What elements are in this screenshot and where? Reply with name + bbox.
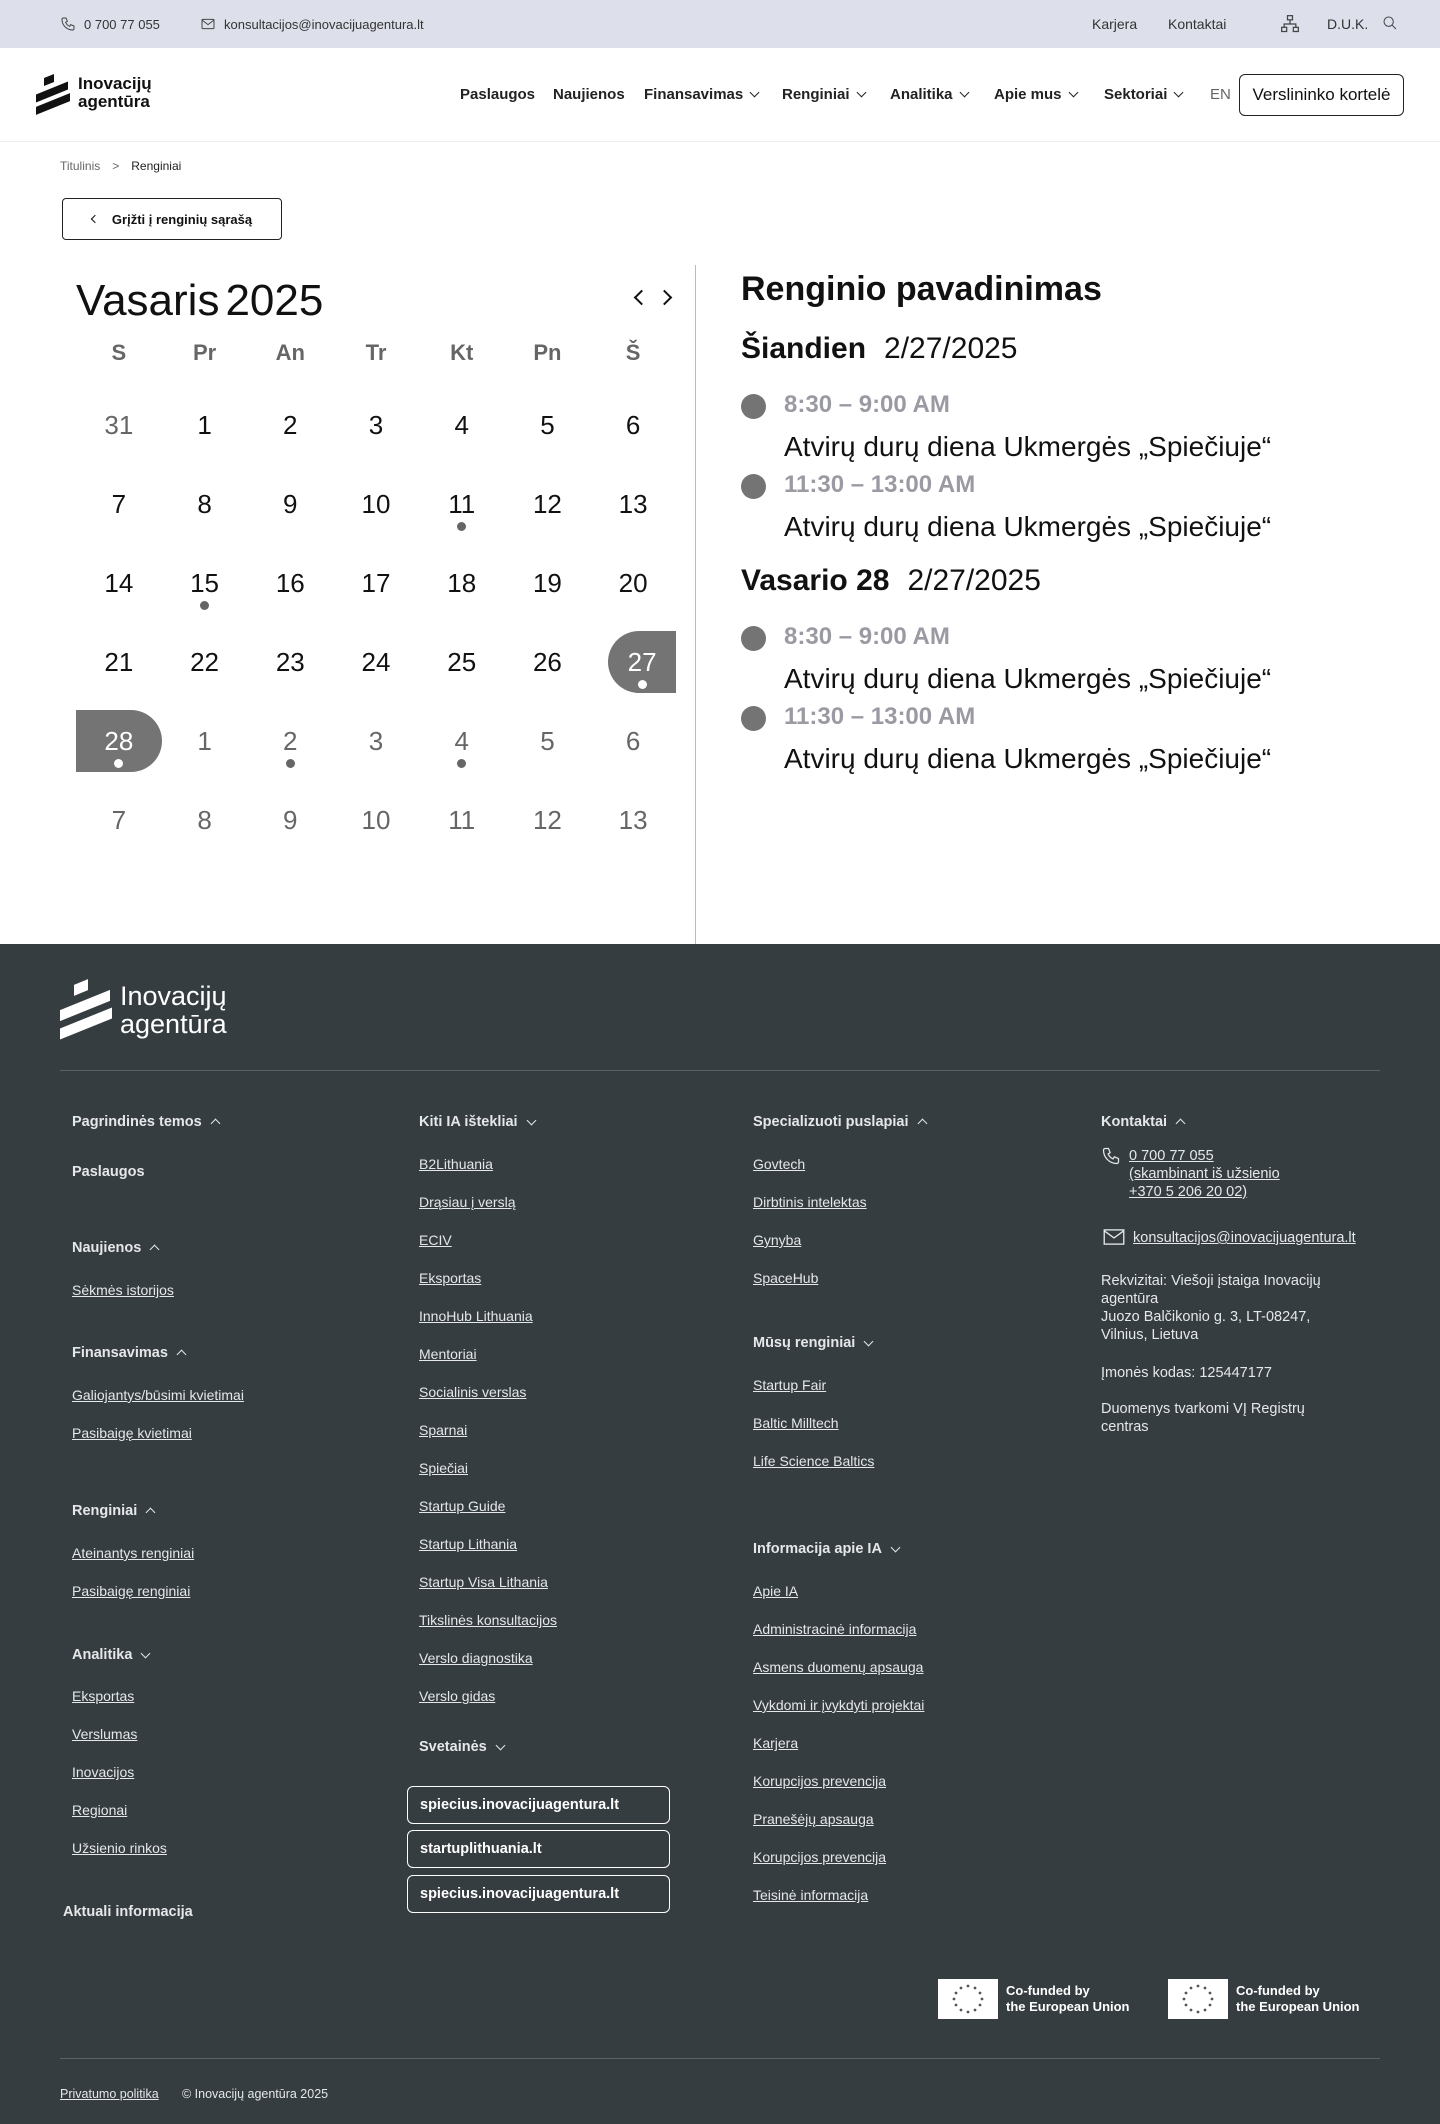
- calendar-day[interactable]: [247, 710, 333, 772]
- footer-link[interactable]: Startup Guide: [419, 1498, 506, 1514]
- footer-registry: Duomenys tvarkomi VĮ Registrų centras: [1101, 1401, 1305, 1435]
- calendar-day-number: 9: [283, 804, 298, 835]
- calendar-day[interactable]: [247, 552, 333, 614]
- calendar-day[interactable]: [505, 394, 591, 456]
- footer-link[interactable]: Asmens duomenų apsauga: [753, 1659, 924, 1675]
- calendar-day-number: 6: [625, 725, 641, 756]
- footer-contacts-label: Kontaktai: [1101, 1114, 1168, 1130]
- breadcrumb-home[interactable]: Titulinis: [60, 159, 101, 173]
- calendar-day[interactable]: [505, 789, 591, 851]
- site-footer: [0, 944, 1440, 2124]
- eu-cofunded-badge: [1168, 1979, 1360, 2019]
- footer-our-events-label: Mūsų renginiai: [753, 1335, 856, 1351]
- footer-link[interactable]: Govtech: [753, 1156, 806, 1172]
- nav-item-services[interactable]: Paslaugos: [460, 86, 536, 103]
- calendar-grid: [76, 340, 676, 864]
- calendar-day[interactable]: [505, 552, 591, 614]
- privacy-policy-link[interactable]: Privatumo politika: [60, 2087, 159, 2101]
- calendar-day[interactable]: [590, 394, 676, 456]
- calendar-day-number: 22: [190, 646, 220, 677]
- phone-icon: [1101, 1146, 1121, 1166]
- calendar-day[interactable]: [162, 394, 248, 456]
- calendar-day[interactable]: [505, 710, 591, 772]
- main-nav: [460, 86, 535, 103]
- topbar-email[interactable]: [200, 16, 424, 32]
- nav-item-funding[interactable]: [644, 86, 758, 103]
- chevron-down-icon: [750, 88, 760, 98]
- event-dot-icon: [114, 759, 123, 768]
- event-name: Atvirų durų diena Ukmergės „Spiečiuje“: [784, 743, 1272, 774]
- footer-link[interactable]: Teisinė informacija: [753, 1887, 869, 1903]
- footer-link[interactable]: SpaceHub: [753, 1270, 819, 1286]
- event-dot-icon: [457, 522, 466, 531]
- nav-item-events[interactable]: [782, 86, 865, 103]
- chevron-up-icon: [210, 1119, 220, 1129]
- calendar-day[interactable]: [333, 394, 419, 456]
- topbar-email-text: konsultacijos@inovacijuagentura.lt: [224, 16, 424, 32]
- calendar-day[interactable]: [419, 394, 505, 456]
- event-dot-icon: [457, 759, 466, 768]
- footer-link[interactable]: Pranešėjų apsauga: [753, 1811, 874, 1827]
- nav-item-sectors[interactable]: [1104, 86, 1182, 103]
- calendar-day-selected[interactable]: [76, 710, 162, 772]
- event-bullet-icon: [741, 474, 766, 499]
- calendar-day-number: 31: [104, 409, 134, 440]
- event-day-date: 2/27/2025: [907, 564, 1041, 597]
- calendar-day[interactable]: [333, 552, 419, 614]
- footer-events-label: Renginiai: [72, 1503, 138, 1519]
- calendar-day[interactable]: [247, 394, 333, 456]
- eu-text-2: the European Union: [1006, 1999, 1130, 2014]
- nav-item-about[interactable]: [994, 86, 1077, 103]
- footer-link[interactable]: Korupcijos prevencija: [753, 1773, 887, 1789]
- footer-link[interactable]: Administracinė informacija: [753, 1621, 917, 1637]
- calendar-day-number: 14: [104, 567, 134, 598]
- calendar-day-number: 27: [627, 646, 657, 677]
- eu-text-1: Co-funded by: [1006, 1983, 1090, 1998]
- footer-news[interactable]: [72, 1240, 158, 1256]
- calendar-day-number: 12: [532, 804, 562, 835]
- mail-icon: [1103, 1229, 1125, 1245]
- calendar-day-number: 6: [625, 409, 641, 440]
- footer-news-label: Naujienos: [72, 1240, 142, 1256]
- calendar-day[interactable]: [419, 552, 505, 614]
- nav-item-news[interactable]: Naujienos: [553, 86, 625, 103]
- calendar-day[interactable]: [419, 473, 505, 535]
- event-title: Renginio pavadinimas: [741, 270, 1102, 308]
- calendar-day-number: 5: [540, 409, 555, 440]
- weekday-label: An: [275, 340, 305, 365]
- calendar-day[interactable]: [590, 710, 676, 772]
- chevron-up-icon: [150, 1245, 160, 1255]
- calendar-day-number: 5: [540, 725, 555, 756]
- footer-sites[interactable]: [419, 1739, 504, 1755]
- phone-icon: [60, 16, 76, 32]
- footer-link[interactable]: Sparnai: [419, 1422, 468, 1438]
- footer-link[interactable]: Tikslinės konsultacijos: [419, 1612, 557, 1628]
- footer-analytics[interactable]: [72, 1647, 149, 1663]
- weekday-label: Kt: [450, 340, 474, 365]
- calendar-day-number: 26: [532, 646, 562, 677]
- footer-link[interactable]: Baltic Milltech: [753, 1415, 839, 1431]
- footer-events[interactable]: [72, 1503, 154, 1519]
- topbar-link-contacts[interactable]: Kontaktai: [1168, 16, 1227, 32]
- footer-link[interactable]: Sėkmės istorijos: [72, 1282, 174, 1298]
- calendar-day-number: 7: [111, 488, 127, 519]
- weekday-label: Pn: [533, 340, 562, 365]
- next-month-icon[interactable]: [657, 290, 673, 306]
- event-name: Atvirų durų diena Ukmergės „Spiečiuje“: [784, 663, 1272, 694]
- footer-main-topics[interactable]: [72, 1114, 219, 1130]
- site-link-button[interactable]: spiecius.inovacijuagentura.lt: [407, 1875, 670, 1913]
- chevron-up-icon: [146, 1508, 156, 1518]
- footer-link[interactable]: Verslumas: [72, 1726, 138, 1742]
- footer-link[interactable]: Ateinantys renginiai: [72, 1545, 195, 1561]
- footer-specialized-label: Specializuoti puslapiai: [753, 1114, 909, 1130]
- footer-link[interactable]: B2Lithuania: [419, 1156, 493, 1172]
- topbar-faq[interactable]: D.U.K.: [1327, 16, 1369, 32]
- event-bullet-icon: [741, 626, 766, 651]
- footer-brand-line-1: Inovacijų: [120, 980, 227, 1011]
- calendar-day[interactable]: [590, 473, 676, 535]
- event-bullet-icon: [741, 706, 766, 731]
- footer-link[interactable]: Užsienio rinkos: [72, 1840, 167, 1856]
- weekday-label: Š: [625, 340, 641, 365]
- calendar-day[interactable]: [76, 473, 162, 535]
- mail-icon: [200, 16, 216, 32]
- footer-requisites: Rekvizitai: Viešoji įstaiga Inovacijų agentūra: [1101, 1273, 1321, 1307]
- footer-phone-note: (skambinant iš užsienio: [1129, 1166, 1280, 1182]
- main-header: [0, 48, 1440, 142]
- footer-company-code: Įmonės kodas: 125447177: [1101, 1365, 1272, 1381]
- calendar-day-number: 17: [361, 567, 391, 598]
- footer-sites-label: Svetainės: [419, 1739, 487, 1755]
- chevron-up-icon: [1176, 1119, 1186, 1129]
- footer-link[interactable]: Pasibaigę renginiai: [72, 1583, 191, 1599]
- nav-item-analytics[interactable]: [890, 86, 968, 103]
- calendar-day-number: 3: [368, 725, 384, 756]
- divider: [695, 265, 696, 945]
- chevron-down-icon: [856, 88, 866, 98]
- logo-mark-icon: [60, 978, 114, 1042]
- calendar-day-number: 25: [447, 646, 477, 677]
- footer-email[interactable]: konsultacijos@inovacijuagentura.lt: [1133, 1230, 1356, 1246]
- chevron-down-icon: [890, 1542, 900, 1552]
- calendar-day-number: 15: [190, 567, 220, 598]
- brand-logo[interactable]: [36, 72, 152, 114]
- event-dot-icon: [638, 680, 647, 689]
- calendar-day[interactable]: [76, 552, 162, 614]
- footer-link[interactable]: Socialinis verslas: [419, 1384, 527, 1400]
- calendar-day-number: 2: [283, 725, 298, 756]
- chevron-up-icon: [917, 1119, 927, 1129]
- calendar-title: [76, 276, 323, 326]
- calendar-day-number: 11: [448, 488, 476, 519]
- calendar-day-number: 18: [447, 567, 477, 598]
- footer-link[interactable]: Eksportas: [72, 1688, 135, 1704]
- event-bullet-icon: [741, 394, 766, 419]
- calendar-day[interactable]: [333, 789, 419, 851]
- calendar-day[interactable]: [247, 789, 333, 851]
- topbar-link-career[interactable]: Karjera: [1092, 16, 1138, 32]
- back-to-events-button[interactable]: [62, 198, 282, 240]
- event-dot-icon: [286, 759, 295, 768]
- calendar-day[interactable]: [162, 552, 248, 614]
- calendar-day-number: 9: [283, 488, 298, 519]
- calendar-week: [76, 469, 676, 548]
- footer-funding[interactable]: [72, 1345, 185, 1361]
- footer-link[interactable]: Drąsiau į verslą: [419, 1194, 516, 1210]
- chevron-left-icon: [91, 215, 99, 223]
- footer-link[interactable]: Galiojantys/būsimi kvietimai: [72, 1387, 244, 1403]
- calendar-day-number: 13: [618, 488, 648, 519]
- calendar-day[interactable]: [419, 789, 505, 851]
- nav-item-sectors-label: Sektoriai: [1104, 86, 1168, 103]
- calendar-day-number: 1: [197, 725, 212, 756]
- calendar-day-number: 8: [197, 488, 212, 519]
- footer-link[interactable]: Dirbtinis intelektas: [753, 1194, 867, 1210]
- chevron-down-icon: [495, 1740, 505, 1750]
- calendar-month: Vasaris: [76, 276, 220, 325]
- footer-link[interactable]: Karjera: [753, 1735, 799, 1751]
- footer-about-label: Informacija apie IA: [753, 1541, 882, 1557]
- footer-our-events[interactable]: [753, 1335, 872, 1351]
- footer-specialized-pages[interactable]: [753, 1114, 926, 1130]
- language-switch[interactable]: EN: [1210, 86, 1231, 103]
- calendar-week: [76, 706, 676, 785]
- weekday-label: Tr: [365, 340, 387, 365]
- calendar-day-number: 19: [532, 567, 562, 598]
- footer-divider: [60, 1070, 1380, 1071]
- chevron-down-icon: [141, 1648, 151, 1658]
- footer-link[interactable]: Korupcijos prevencija: [753, 1849, 887, 1865]
- footer-link[interactable]: Life Science Baltics: [753, 1453, 875, 1469]
- calendar-day-number: 20: [618, 567, 648, 598]
- eu-text-1: Co-funded by: [1236, 1983, 1320, 1998]
- calendar-day[interactable]: [505, 473, 591, 535]
- calendar-week: [76, 627, 676, 706]
- calendar-day-number: 11: [448, 804, 476, 835]
- chevron-up-icon: [176, 1350, 186, 1360]
- calendar-navigation: [636, 292, 670, 303]
- footer-link[interactable]: InnoHub Lithuania: [419, 1308, 533, 1324]
- chevron-down-icon: [1068, 88, 1078, 98]
- calendar-day-number: 16: [275, 567, 305, 598]
- footer-address: Juozo Balčikonio g. 3, LT-08247, Vilnius, Lietuva: [1101, 1309, 1311, 1343]
- footer-link[interactable]: Spiečiai: [419, 1460, 469, 1476]
- calendar-day-number: 21: [104, 646, 134, 677]
- footer-link[interactable]: Inovacijos: [72, 1764, 135, 1780]
- event-day-date: 2/27/2025: [884, 332, 1018, 365]
- logo-mark-icon: [36, 72, 72, 114]
- footer-phone-number: 0 700 77 055: [1129, 1148, 1214, 1164]
- calendar-day[interactable]: [247, 631, 333, 693]
- topbar-phone[interactable]: [60, 16, 160, 32]
- calendar-day-selected[interactable]: [608, 631, 676, 693]
- calendar-day-number: 23: [275, 646, 305, 677]
- footer-about[interactable]: [753, 1541, 899, 1557]
- topbar-phone-text: 0 700 77 055: [84, 16, 160, 32]
- eu-flag-icon: [938, 1979, 998, 2019]
- event-name: Atvirų durų diena Ukmergės „Spiečiuje“: [784, 431, 1272, 462]
- event-name: Atvirų durų diena Ukmergės „Spiečiuje“: [784, 511, 1272, 542]
- calendar-day-number: 10: [361, 804, 391, 835]
- breadcrumb-current: Renginiai: [131, 159, 182, 173]
- calendar-day[interactable]: [162, 710, 248, 772]
- calendar-day[interactable]: [333, 710, 419, 772]
- copyright: © Inovacijų agentūra 2025: [182, 2087, 329, 2101]
- footer-link[interactable]: Verslo gidas: [419, 1688, 496, 1704]
- footer-link[interactable]: Verslo diagnostika: [419, 1650, 533, 1666]
- nav-item-analytics-label: Analitika: [890, 86, 953, 103]
- calendar-day[interactable]: [590, 552, 676, 614]
- calendar-day-number: 13: [618, 804, 648, 835]
- footer-divider: [60, 2058, 1380, 2059]
- business-card-button[interactable]: Verslininko kortelė: [1239, 74, 1404, 116]
- footer-contacts[interactable]: [1101, 1114, 1184, 1130]
- chevron-down-icon: [526, 1115, 536, 1125]
- footer-main-topics-label: Pagrindinės temos: [72, 1114, 202, 1130]
- breadcrumb-separator: >: [112, 159, 120, 173]
- chevron-down-icon: [1174, 88, 1184, 98]
- calendar-day[interactable]: [419, 631, 505, 693]
- event-time: 8:30 – 9:00 AM: [784, 391, 950, 418]
- calendar-day-number: 4: [454, 725, 469, 756]
- footer-other-resources[interactable]: [419, 1114, 535, 1130]
- event-day-heading: [741, 332, 1018, 366]
- footer-link[interactable]: Vykdomi ir įvykdyti projektai: [753, 1697, 925, 1713]
- calendar-day-number: 24: [361, 646, 391, 677]
- calendar-day[interactable]: [76, 789, 162, 851]
- event-day-heading: [741, 564, 1041, 598]
- calendar-day[interactable]: [162, 473, 248, 535]
- footer-analytics-label: Analitika: [72, 1647, 133, 1663]
- event-day-label: Vasario 28: [741, 564, 890, 597]
- breadcrumb: [60, 159, 181, 173]
- chevron-down-icon: [959, 88, 969, 98]
- sitemap-icon[interactable]: [1280, 14, 1300, 34]
- calendar-day-number: 3: [368, 409, 384, 440]
- calendar-year: 2025: [225, 276, 324, 325]
- calendar-day-number: 8: [197, 804, 212, 835]
- calendar-day-number: 2: [283, 409, 298, 440]
- calendar-day[interactable]: [505, 631, 591, 693]
- calendar-day-number: 1: [197, 409, 212, 440]
- back-button-label: Grįžti į renginių sąrašą: [111, 211, 253, 227]
- footer-link[interactable]: Pasibaigę kvietimai: [72, 1425, 192, 1441]
- footer-link[interactable]: Mentoriai: [419, 1346, 477, 1362]
- search-icon[interactable]: [1382, 15, 1398, 31]
- chevron-down-icon: [864, 1336, 874, 1346]
- footer-link[interactable]: Gynyba: [753, 1232, 802, 1248]
- calendar-day[interactable]: [76, 394, 162, 456]
- brand-line-2: agentūra: [78, 92, 150, 111]
- footer-other-resources-label: Kiti IA ištekliai: [419, 1114, 518, 1130]
- brand-line-1: Inovacijų: [78, 74, 152, 94]
- nav-item-about-label: Apie mus: [994, 86, 1062, 103]
- calendar-day[interactable]: [162, 789, 248, 851]
- eu-flag-icon: [1168, 1979, 1228, 2019]
- footer-funding-label: Finansavimas: [72, 1345, 168, 1361]
- prev-month-icon[interactable]: [634, 290, 650, 306]
- footer-brand-line-2: agentūra: [120, 1009, 227, 1039]
- footer-link[interactable]: Startup Visa Lithania: [419, 1574, 548, 1590]
- event-time: 11:30 – 13:00 AM: [784, 471, 976, 498]
- calendar-day[interactable]: [76, 631, 162, 693]
- footer-link-services[interactable]: Paslaugos: [72, 1164, 145, 1180]
- footer-link[interactable]: Startup Lithania: [419, 1536, 518, 1552]
- calendar-week: [76, 390, 676, 469]
- footer-link[interactable]: ECIV: [419, 1232, 452, 1248]
- calendar-day-number: 4: [454, 409, 469, 440]
- nav-item-events-label: Renginiai: [782, 86, 850, 103]
- calendar-day-number: 7: [111, 804, 127, 835]
- event-time: 8:30 – 9:00 AM: [784, 623, 950, 650]
- footer-link[interactable]: Apie IA: [753, 1583, 799, 1599]
- site-link-button[interactable]: spiecius.inovacijuagentura.lt: [407, 1786, 670, 1824]
- weekday-label: S: [111, 340, 127, 365]
- calendar-day-number: 12: [532, 488, 562, 519]
- calendar-day[interactable]: [247, 473, 333, 535]
- calendar-day-number: 28: [104, 725, 134, 756]
- calendar-weekdays: [76, 340, 676, 390]
- event-day-label: Šiandien: [741, 332, 867, 365]
- calendar-day[interactable]: [162, 631, 248, 693]
- eu-cofunded-badge: [938, 1979, 1130, 2019]
- event-dot-icon: [200, 601, 209, 610]
- calendar-day[interactable]: [590, 789, 676, 851]
- footer-logo[interactable]: [60, 978, 227, 1042]
- nav-item-funding-label: Finansavimas: [644, 86, 744, 103]
- calendar-week: [76, 785, 676, 864]
- eu-text-2: the European Union: [1236, 1999, 1360, 2014]
- site-link-button[interactable]: startuplithuania.lt: [407, 1830, 670, 1868]
- footer-link[interactable]: Startup Fair: [753, 1377, 827, 1393]
- calendar-day[interactable]: [333, 473, 419, 535]
- weekday-label: Pr: [192, 340, 217, 365]
- footer-current-info[interactable]: Aktuali informacija: [63, 1904, 193, 1920]
- calendar-week: [76, 548, 676, 627]
- top-bar: [0, 0, 1440, 48]
- calendar-day-number: 10: [361, 488, 391, 519]
- calendar-day[interactable]: [333, 631, 419, 693]
- footer-link[interactable]: Regionai: [72, 1802, 128, 1818]
- footer-phone-intl: +370 5 206 20 02): [1129, 1184, 1248, 1200]
- calendar-day[interactable]: [419, 710, 505, 772]
- footer-link[interactable]: Eksportas: [419, 1270, 482, 1286]
- footer-phone[interactable]: [1129, 1147, 1280, 1201]
- event-time: 11:30 – 13:00 AM: [784, 703, 976, 730]
